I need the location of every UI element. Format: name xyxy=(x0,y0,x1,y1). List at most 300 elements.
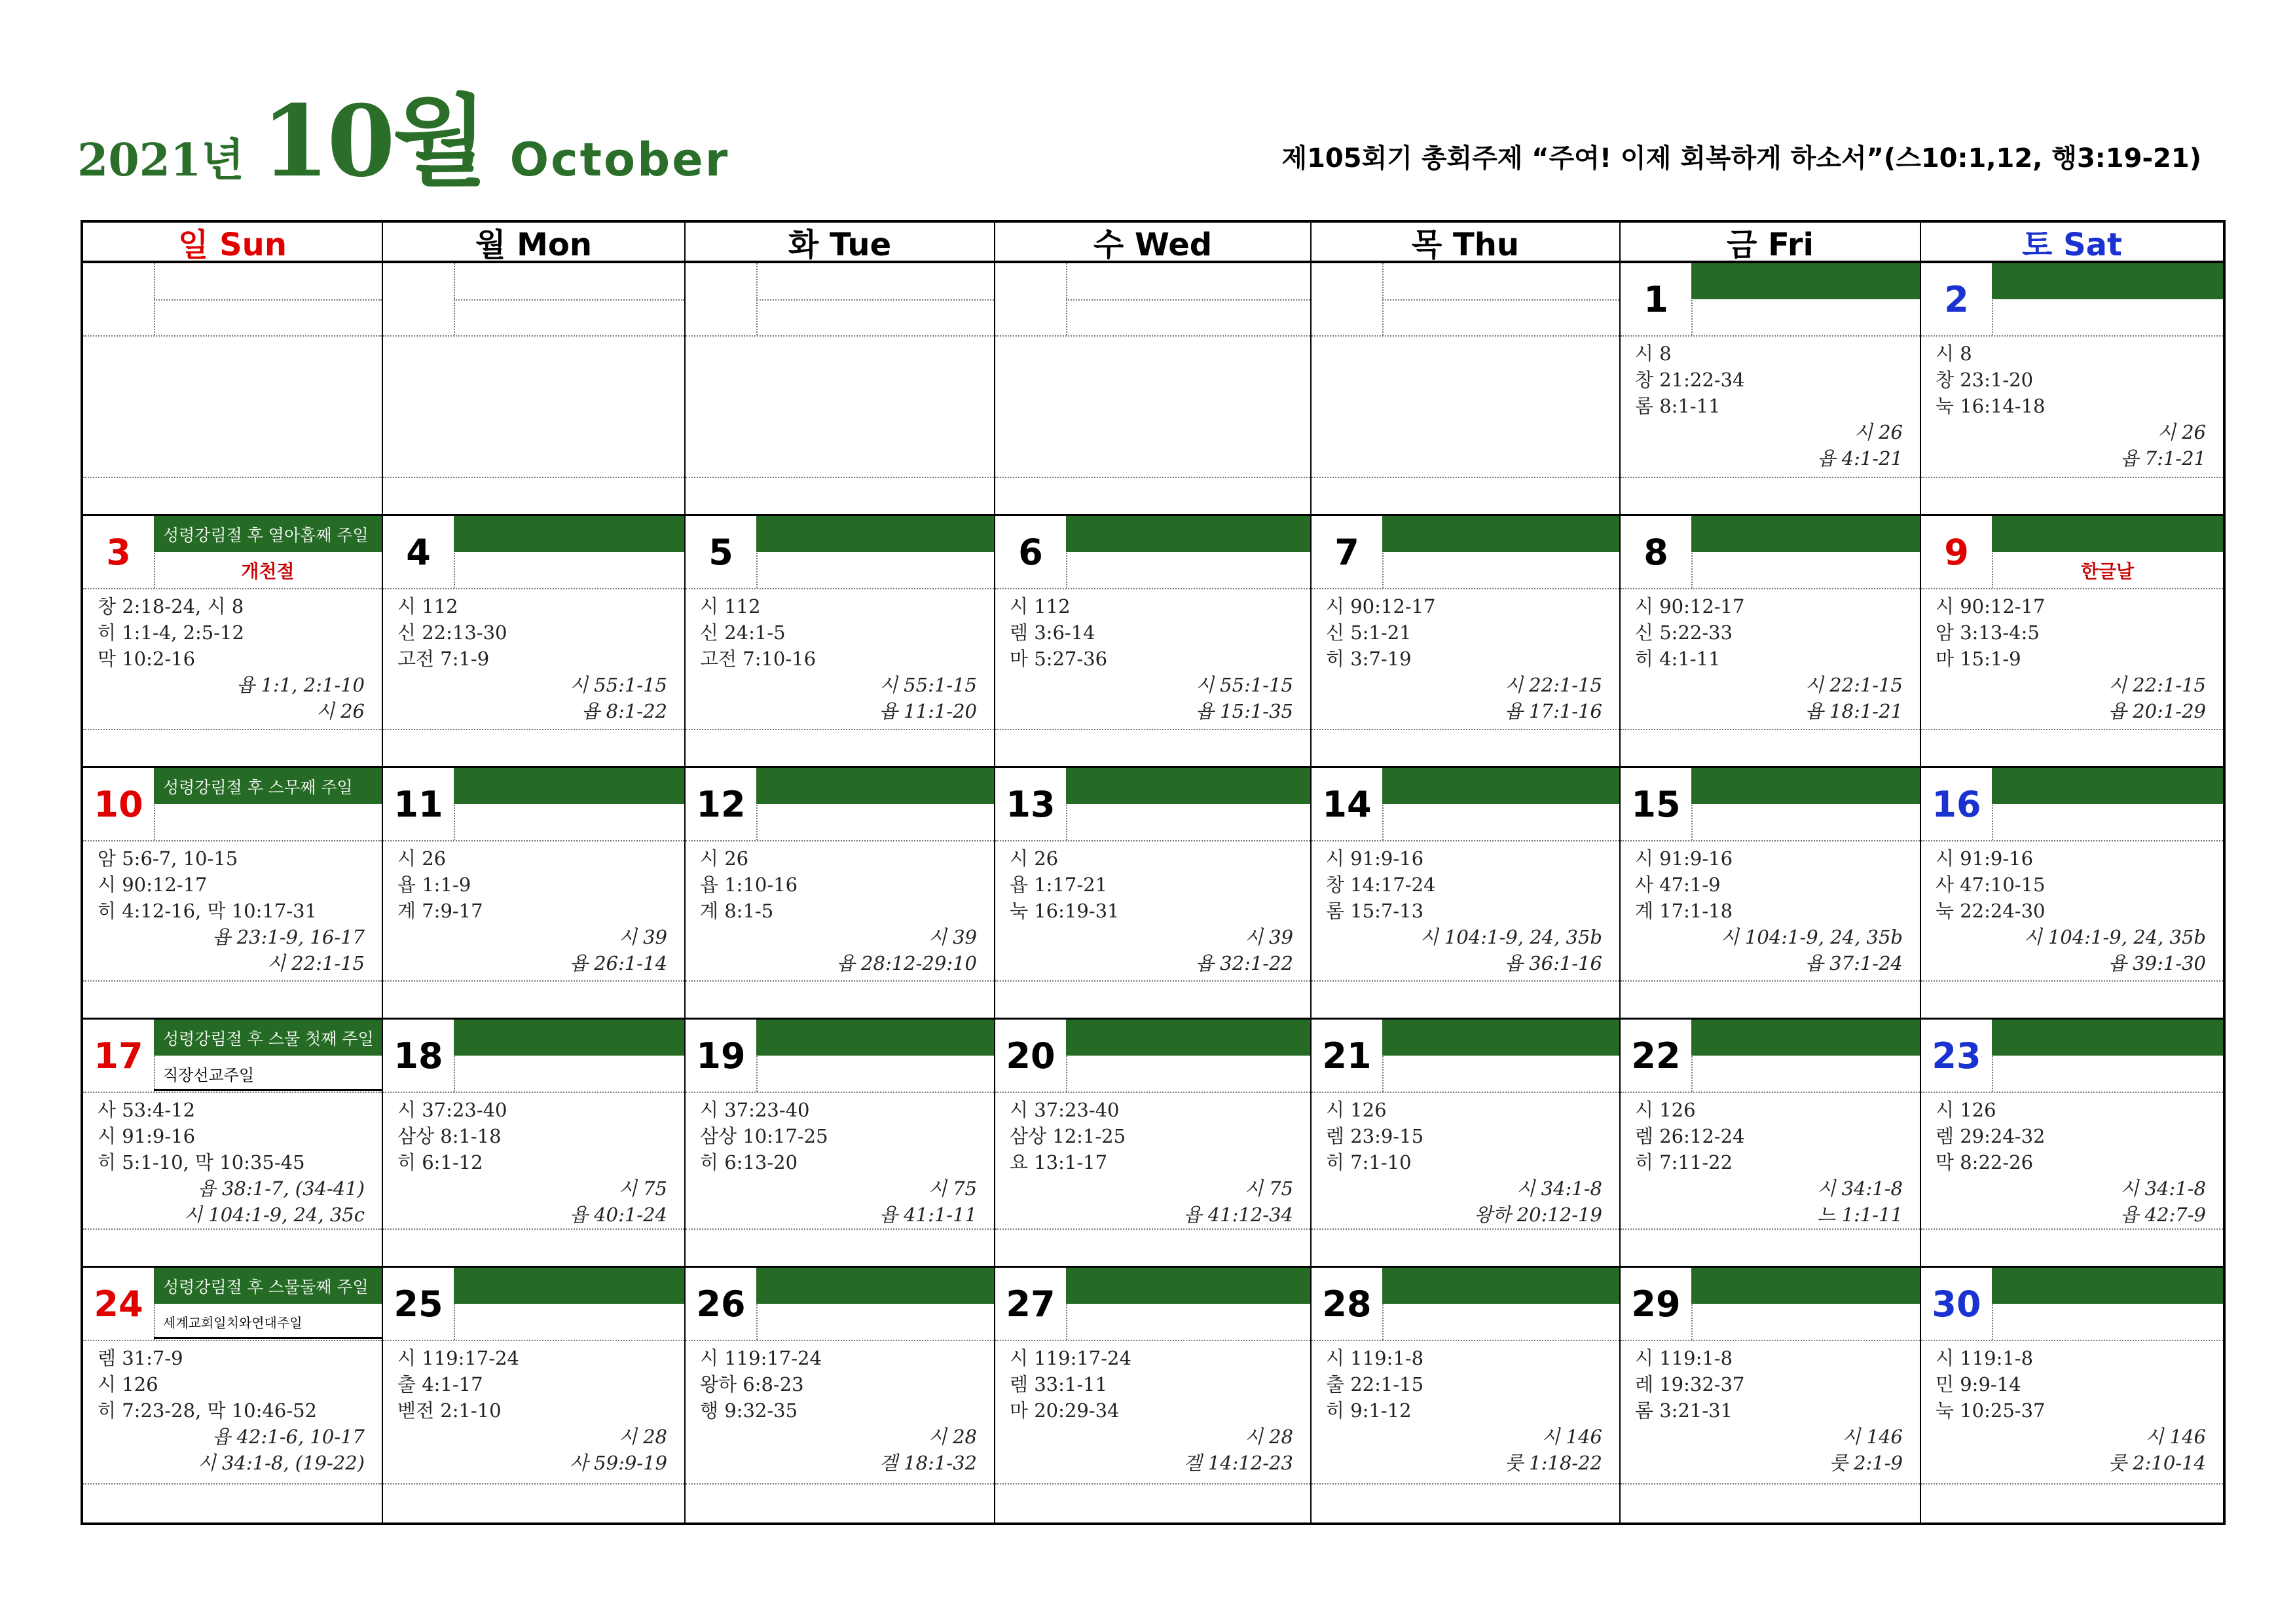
reading-line: 시 119:1-8 xyxy=(1326,1347,1424,1369)
date-number: 11 xyxy=(394,783,443,825)
divider xyxy=(1382,804,1619,805)
reading-line: 욥 1:1, 2:1-10 xyxy=(236,674,365,696)
reading-line: 욥 11:1-20 xyxy=(879,700,977,722)
divider xyxy=(1382,299,1619,301)
day-cell xyxy=(1621,263,1921,516)
reading-line: 겔 18:1-32 xyxy=(879,1452,977,1474)
date-number: 23 xyxy=(1932,1035,1981,1077)
reading-line: 욥 32:1-22 xyxy=(1195,952,1293,974)
liturgical-band xyxy=(454,768,684,804)
year-label: 2021년 xyxy=(77,134,244,187)
divider xyxy=(1691,1304,1920,1305)
reading-line: 시 119:17-24 xyxy=(397,1347,519,1369)
lectionary-readings xyxy=(1936,341,2046,419)
lectionary-readings xyxy=(700,845,798,924)
reading-line: 룻 1:18-22 xyxy=(1504,1452,1602,1474)
daily-readings xyxy=(1505,672,1602,724)
reading-line: 시 34:1-8 xyxy=(1817,1177,1903,1200)
lectionary-readings xyxy=(1635,1097,1745,1175)
reading-line: 시 146 xyxy=(2145,1426,2206,1448)
reading-line: 마 5:27-36 xyxy=(1010,648,1108,670)
reading-line: 히 6:13-20 xyxy=(700,1151,798,1173)
date-number: 18 xyxy=(394,1035,443,1077)
date-number: 14 xyxy=(1322,783,1372,825)
divider xyxy=(686,729,994,730)
reading-line: 욥 18:1-21 xyxy=(1805,700,1903,722)
reading-line: 벧전 2:1-10 xyxy=(397,1399,502,1422)
divider xyxy=(1066,804,1310,805)
lectionary-readings xyxy=(1635,1345,1745,1424)
divider xyxy=(1312,980,1619,982)
reading-line: 욥 8:1-22 xyxy=(581,700,667,722)
liturgical-band xyxy=(1691,263,1920,299)
day-cell xyxy=(686,768,995,1020)
reading-line: 렘 23:9-15 xyxy=(1326,1125,1424,1147)
divider xyxy=(1312,840,1619,841)
divider xyxy=(383,980,684,982)
empty-day-cell xyxy=(383,263,686,516)
divider xyxy=(756,552,994,553)
reading-line: 시 39 xyxy=(1244,926,1293,948)
divider xyxy=(383,1228,684,1230)
divider xyxy=(1992,1056,2223,1057)
divider xyxy=(1992,1304,2223,1305)
day-cell xyxy=(383,768,686,1020)
divider xyxy=(1621,840,1920,841)
reading-line: 시 91:9-16 xyxy=(1936,847,2034,870)
reading-line: 레 19:32-37 xyxy=(1635,1373,1745,1395)
divider xyxy=(154,804,382,805)
reading-line: 시 55:1-15 xyxy=(1195,674,1293,696)
divider xyxy=(1312,729,1619,730)
divider xyxy=(383,1092,684,1093)
reading-line: 시 104:1-9, 24, 35b xyxy=(1420,926,1602,948)
divider xyxy=(154,299,382,301)
reading-line: 사 59:9-19 xyxy=(569,1452,667,1474)
reading-line: 시 26 xyxy=(316,700,365,722)
reading-line: 왕하 20:12-19 xyxy=(1474,1204,1602,1226)
reading-line: 출 22:1-15 xyxy=(1326,1373,1424,1395)
reading-line: 창 2:18-24, 시 8 xyxy=(98,595,244,618)
divider xyxy=(1621,1340,1920,1341)
divider xyxy=(1066,1304,1310,1305)
divider xyxy=(1921,1092,2223,1093)
reading-line: 히 1:1-4, 2:5-12 xyxy=(98,621,244,644)
reading-line: 시 26 xyxy=(700,847,749,870)
reading-line: 시 8 xyxy=(1936,342,1972,365)
reading-line: 왕하 6:8-23 xyxy=(700,1373,804,1395)
date-number: 24 xyxy=(94,1283,143,1325)
divider xyxy=(995,729,1310,730)
day-cell xyxy=(1312,516,1621,768)
liturgical-band xyxy=(756,1020,994,1056)
divider xyxy=(1621,588,1920,589)
date-number: 29 xyxy=(1631,1283,1681,1325)
reading-line: 시 146 xyxy=(1541,1426,1602,1448)
reading-line: 막 10:2-16 xyxy=(98,648,196,670)
divider xyxy=(686,477,994,478)
special-day-label: 세계교회일치와연대주일 xyxy=(163,1315,303,1331)
daily-readings xyxy=(2120,419,2206,471)
weekday-header: 일 Sun xyxy=(83,223,383,263)
daily-readings xyxy=(2108,1424,2206,1476)
lectionary-readings xyxy=(1936,593,2046,672)
reading-line: 고전 7:1-9 xyxy=(397,648,490,670)
reading-line: 시 119:1-8 xyxy=(1936,1347,2034,1369)
divider xyxy=(83,1483,382,1485)
divider xyxy=(154,1089,382,1091)
reading-line: 롬 3:21-31 xyxy=(1635,1399,1733,1422)
divider xyxy=(1921,980,2223,982)
reading-line: 렘 31:7-9 xyxy=(98,1347,183,1369)
reading-line: 렘 29:24-32 xyxy=(1936,1125,2046,1147)
divider xyxy=(1921,729,2223,730)
liturgical-band xyxy=(1992,768,2223,804)
liturgical-band xyxy=(1382,516,1619,552)
day-cell xyxy=(1621,516,1921,768)
divider xyxy=(83,980,382,982)
weekday-header: 금 Fri xyxy=(1621,223,1921,263)
day-cell xyxy=(383,516,686,768)
daily-readings xyxy=(1505,1424,1602,1476)
liturgical-band xyxy=(1382,1268,1619,1304)
reading-line: 시 90:12-17 xyxy=(1326,595,1436,618)
divider xyxy=(83,335,382,337)
reading-line: 시 55:1-15 xyxy=(569,674,667,696)
reading-line: 시 90:12-17 xyxy=(1936,595,2046,618)
divider xyxy=(756,299,994,301)
reading-line: 시 34:1-8, (19-22) xyxy=(197,1452,365,1474)
reading-line: 계 17:1-18 xyxy=(1635,900,1733,922)
lectionary-readings xyxy=(397,1345,519,1424)
weekday-header: 목 Thu xyxy=(1312,223,1621,263)
lectionary-readings xyxy=(397,845,483,924)
date-number: 3 xyxy=(106,531,131,573)
lectionary-readings xyxy=(1326,845,1436,924)
reading-line: 룻 2:10-14 xyxy=(2108,1452,2206,1474)
reading-line: 시 126 xyxy=(1326,1099,1387,1121)
liturgical-band: 성령강림절 후 스물둘째 주일 xyxy=(154,1268,382,1304)
day-cell xyxy=(383,1020,686,1268)
reading-line: 욥 26:1-14 xyxy=(569,952,667,974)
day-cell xyxy=(83,1020,383,1268)
divider xyxy=(1312,1228,1619,1230)
reading-line: 삼상 12:1-25 xyxy=(1010,1125,1126,1147)
divider xyxy=(1312,588,1619,589)
divider xyxy=(383,335,684,337)
reading-line: 시 104:1-9, 24, 35b xyxy=(1720,926,1903,948)
lectionary-readings xyxy=(1635,845,1733,924)
reading-line: 시 26 xyxy=(1010,847,1059,870)
lectionary-readings xyxy=(1936,1345,2046,1424)
daily-readings xyxy=(1474,1175,1602,1228)
day-cell xyxy=(686,1268,995,1522)
reading-line: 욥 4:1-21 xyxy=(1817,447,1903,470)
divider xyxy=(1382,552,1619,553)
reading-line: 히 9:1-12 xyxy=(1326,1399,1412,1422)
day-cell xyxy=(995,1268,1312,1522)
daily-readings xyxy=(1420,924,1602,976)
reading-line: 시 22:1-15 xyxy=(2108,674,2206,696)
divider xyxy=(995,1092,1310,1093)
reading-line: 시 39 xyxy=(928,926,977,948)
reading-line: 시 37:23-40 xyxy=(700,1099,810,1121)
divider xyxy=(454,299,684,301)
daily-readings xyxy=(212,924,365,976)
liturgical-band xyxy=(756,1268,994,1304)
reading-line: 욥 20:1-29 xyxy=(2108,700,2206,722)
divider xyxy=(1921,588,2223,589)
date-number: 20 xyxy=(1006,1035,1056,1077)
reading-line: 욥 1:1-9 xyxy=(397,874,471,896)
divider xyxy=(383,477,684,478)
daily-readings xyxy=(570,924,667,976)
reading-line: 신 5:1-21 xyxy=(1326,621,1412,644)
date-number: 12 xyxy=(696,783,746,825)
divider xyxy=(1066,552,1310,553)
liturgical-band xyxy=(1382,1020,1619,1056)
daily-readings xyxy=(2108,672,2206,724)
reading-line: 암 3:13-4:5 xyxy=(1936,621,2040,644)
divider xyxy=(154,1337,382,1339)
divider xyxy=(83,1340,382,1341)
divider xyxy=(686,1228,994,1230)
reading-line: 히 4:12-16, 막 10:17-31 xyxy=(98,900,317,922)
reading-line: 계 8:1-5 xyxy=(700,900,774,922)
divider xyxy=(1621,729,1920,730)
reading-line: 민 9:9-14 xyxy=(1936,1373,2021,1395)
daily-readings xyxy=(1183,1424,1293,1476)
lectionary-readings xyxy=(1326,593,1436,672)
reading-line: 계 7:9-17 xyxy=(397,900,483,922)
reading-line: 히 7:1-10 xyxy=(1326,1151,1412,1173)
liturgical-band xyxy=(454,1268,684,1304)
divider xyxy=(1691,1056,1920,1057)
date-number: 22 xyxy=(1631,1035,1681,1077)
divider xyxy=(454,1056,684,1057)
reading-line: 욥 15:1-35 xyxy=(1195,700,1293,722)
divider xyxy=(1382,1304,1619,1305)
divider xyxy=(83,477,382,478)
date-number: 10 xyxy=(94,783,143,825)
liturgical-band xyxy=(454,516,684,552)
divider xyxy=(1992,804,2223,805)
reading-line: 고전 7:10-16 xyxy=(700,648,817,670)
divider xyxy=(1312,1340,1619,1341)
liturgical-band xyxy=(1691,1268,1920,1304)
day-cell xyxy=(1621,768,1921,1020)
lectionary-readings xyxy=(1010,845,1120,924)
weekday-header: 월 Mon xyxy=(383,223,686,263)
reading-line: 신 22:13-30 xyxy=(397,621,507,644)
reading-line: 시 91:9-16 xyxy=(1635,847,1733,870)
divider xyxy=(1921,1483,2223,1485)
date-number: 30 xyxy=(1932,1283,1981,1325)
liturgical-band xyxy=(454,1020,684,1056)
divider xyxy=(383,840,684,841)
divider xyxy=(1312,1092,1619,1093)
liturgical-band xyxy=(756,768,994,804)
liturgical-band xyxy=(1992,516,2223,552)
reading-line: 시 146 xyxy=(1842,1426,1903,1448)
day-cell xyxy=(995,768,1312,1020)
divider xyxy=(1621,1092,1920,1093)
divider xyxy=(686,980,994,982)
divider xyxy=(383,729,684,730)
reading-line: 롬 15:7-13 xyxy=(1326,900,1424,922)
daily-readings xyxy=(236,672,365,724)
lectionary-readings xyxy=(397,1097,507,1175)
reading-line: 사 47:1-9 xyxy=(1635,874,1721,896)
lectionary-readings xyxy=(700,1097,828,1175)
divider xyxy=(1921,1340,2223,1341)
divider xyxy=(1066,1056,1310,1057)
lectionary-readings xyxy=(700,593,816,672)
reading-line: 히 6:1-12 xyxy=(397,1151,483,1173)
daily-readings xyxy=(1817,419,1903,471)
reading-line: 시 104:1-9, 24, 35b xyxy=(2023,926,2206,948)
daily-readings xyxy=(879,1175,977,1228)
divider xyxy=(756,1056,994,1057)
reading-line: 삼상 8:1-18 xyxy=(397,1125,502,1147)
lectionary-readings xyxy=(1010,1097,1126,1175)
reading-line: 시 91:9-16 xyxy=(98,1125,196,1147)
reading-line: 시 34:1-8 xyxy=(1516,1177,1602,1200)
divider xyxy=(1621,335,1920,337)
reading-line: 욥 23:1-9, 16-17 xyxy=(212,926,365,948)
day-cell xyxy=(1921,1268,2223,1522)
date-number: 6 xyxy=(1018,531,1043,573)
reading-line: 시 37:23-40 xyxy=(1010,1099,1120,1121)
lectionary-readings xyxy=(1010,593,1107,672)
reading-line: 히 4:1-11 xyxy=(1635,648,1721,670)
day-cell xyxy=(1921,1020,2223,1268)
reading-line: 히 7:23-28, 막 10:46-52 xyxy=(98,1399,317,1422)
date-number: 2 xyxy=(1944,278,1969,320)
divider xyxy=(1691,552,1920,553)
reading-line: 신 24:1-5 xyxy=(700,621,786,644)
lectionary-readings xyxy=(1326,1097,1423,1175)
liturgical-band xyxy=(1066,516,1310,552)
reading-line: 렘 3:6-14 xyxy=(1010,621,1095,644)
reading-line: 마 20:29-34 xyxy=(1010,1399,1120,1422)
reading-line: 시 112 xyxy=(1010,595,1071,618)
reading-line: 히 5:1-10, 막 10:35-45 xyxy=(98,1151,305,1173)
date-number: 9 xyxy=(1944,531,1969,573)
reading-line: 시 75 xyxy=(928,1177,977,1200)
date-number: 4 xyxy=(406,531,431,573)
date-number: 5 xyxy=(708,531,733,573)
divider xyxy=(454,1304,684,1305)
reading-line: 시 28 xyxy=(618,1426,667,1448)
liturgical-band xyxy=(1691,768,1920,804)
divider xyxy=(383,588,684,589)
divider xyxy=(83,588,382,589)
daily-readings xyxy=(1196,672,1293,724)
divider xyxy=(995,1340,1310,1341)
reading-line: 욥 36:1-16 xyxy=(1504,952,1602,974)
date-number: 7 xyxy=(1334,531,1359,573)
liturgical-band: 성령강림절 후 열아홉째 주일 xyxy=(154,516,382,552)
divider xyxy=(1312,477,1619,478)
day-cell xyxy=(995,1020,1312,1268)
reading-line: 사 53:4-12 xyxy=(98,1099,196,1121)
reading-line: 시 112 xyxy=(397,595,458,618)
day-cell xyxy=(995,516,1312,768)
divider xyxy=(686,1483,994,1485)
daily-readings xyxy=(837,924,977,976)
day-cell xyxy=(383,1268,686,1522)
weekday-header: 수 Wed xyxy=(995,223,1312,263)
liturgical-band xyxy=(1066,768,1310,804)
divider xyxy=(83,840,382,841)
daily-readings xyxy=(1829,1424,1903,1476)
reading-line: 욥 28:12-29:10 xyxy=(836,952,977,974)
reading-line: 욥 40:1-24 xyxy=(569,1204,667,1226)
reading-line: 마 15:1-9 xyxy=(1936,648,2021,670)
reading-line: 시 39 xyxy=(618,926,667,948)
divider xyxy=(756,804,994,805)
lectionary-readings xyxy=(1936,1097,2046,1175)
divider xyxy=(995,840,1310,841)
reading-line: 눅 16:14-18 xyxy=(1936,395,2046,417)
special-day-label: 직장선교주일 xyxy=(163,1066,255,1084)
divider xyxy=(686,840,994,841)
reading-line: 시 26 xyxy=(2157,421,2206,443)
reading-line: 욥 41:1-11 xyxy=(879,1204,977,1226)
day-cell xyxy=(83,516,383,768)
divider xyxy=(1992,299,2223,301)
daily-readings xyxy=(879,672,977,724)
reading-line: 롬 8:1-11 xyxy=(1635,395,1721,417)
day-cell xyxy=(1312,1020,1621,1268)
lectionary-readings xyxy=(1010,1345,1131,1424)
date-number: 13 xyxy=(1006,783,1056,825)
daily-readings xyxy=(198,1424,365,1476)
reading-line: 시 22:1-15 xyxy=(1805,674,1903,696)
day-cell xyxy=(1312,1268,1621,1522)
liturgical-band xyxy=(1992,1020,2223,1056)
divider xyxy=(383,1340,684,1341)
reading-line: 시 28 xyxy=(1244,1426,1293,1448)
reading-line: 시 75 xyxy=(1244,1177,1293,1200)
day-cell xyxy=(83,1268,383,1522)
date-number: 15 xyxy=(1631,783,1681,825)
divider xyxy=(995,588,1310,589)
divider xyxy=(1621,1228,1920,1230)
reading-line: 욥 39:1-30 xyxy=(2108,952,2206,974)
reading-line: 신 5:22-33 xyxy=(1635,621,1733,644)
reading-line: 요 13:1-17 xyxy=(1010,1151,1108,1173)
date-number: 21 xyxy=(1322,1035,1372,1077)
lectionary-readings xyxy=(1635,593,1745,672)
divider xyxy=(1691,299,1920,301)
divider xyxy=(383,1483,684,1485)
empty-day-cell xyxy=(1312,263,1621,516)
divider xyxy=(1066,299,1310,301)
special-day-label: 개천절 xyxy=(241,560,295,582)
daily-readings xyxy=(1183,1175,1293,1228)
divider xyxy=(1621,477,1920,478)
divider xyxy=(686,588,994,589)
calendar-title xyxy=(77,62,730,199)
divider xyxy=(1621,980,1920,982)
reading-line: 시 8 xyxy=(1635,342,1672,365)
reading-line: 출 4:1-17 xyxy=(397,1373,483,1395)
date-number: 17 xyxy=(94,1035,143,1077)
lectionary-readings xyxy=(700,1345,822,1424)
lectionary-readings xyxy=(1635,341,1745,419)
